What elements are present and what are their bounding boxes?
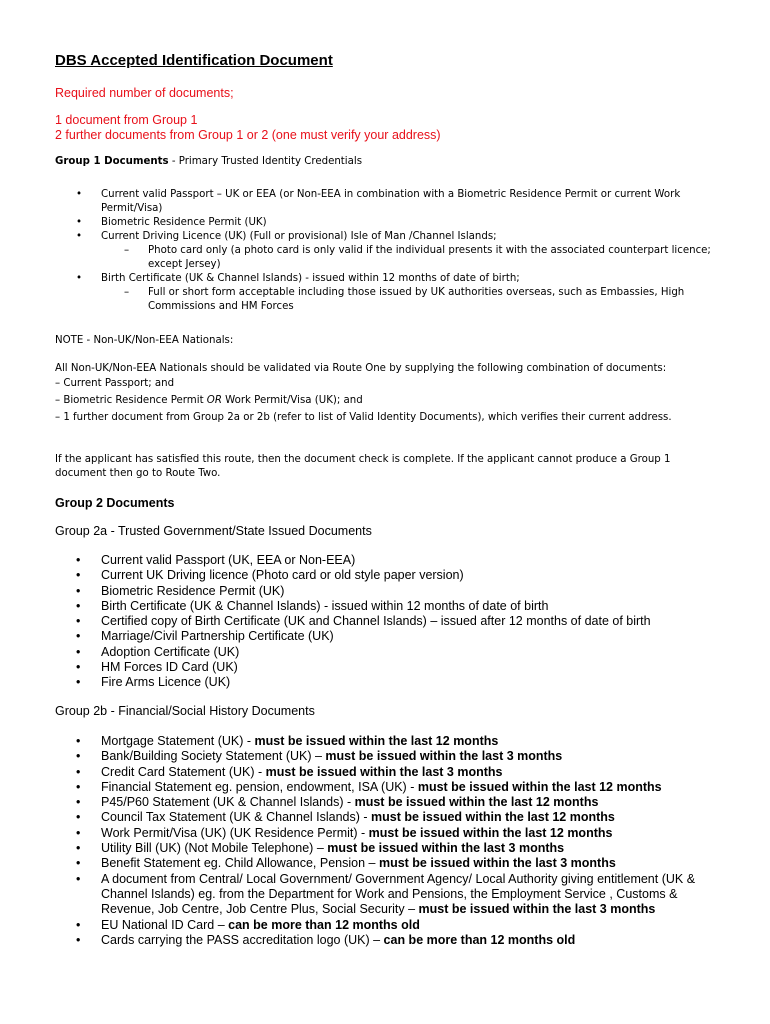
bullet-icon: • [76,189,83,200]
bullet-icon: • [76,795,81,810]
list-item-requirement: must be issued within the last 3 months [418,902,656,917]
list-item-text: Biometric Residence Permit (UK) [101,583,285,598]
note-intro: All Non-UK/Non-EEA Nationals should be validated via Route One by supplying the following combination of documents: [55,363,667,374]
bullet-icon: • [76,932,81,947]
required-line-1: 1 document from Group 1 [55,113,198,127]
list-item-text: Current valid Passport (UK, EEA or Non-EEA) [101,553,356,567]
list-item-text: P45/P60 Statement (UK & Channel Islands) - [101,795,355,810]
list-item-text: Current valid Passport – UK or EEA (or Non-EEA in combination with a Biometric Residence Permit or current Work Permit/Visa) [101,189,681,214]
list-item [55,216,715,230]
sub-item-text: Photo card only (a photo card is only valid if the individual presents it with the associated counterpart licence; except Jersey) [148,245,711,270]
list-item-text: Financial Statement eg. pension, endowment, ISA (UK) - [101,779,418,794]
list-item [55,553,715,568]
bullet-icon: • [76,675,81,690]
note-body [55,362,720,425]
list-item-requirement: must be issued within the last 12 months [417,779,662,794]
list-item [55,810,715,825]
list-item [55,872,715,918]
list-item-text: Council Tax Statement (UK & Channel Islands) - [101,810,372,825]
note-line-2-or: OR [206,395,222,406]
group1-list [55,188,715,314]
bullet-icon: • [76,629,81,644]
bullet-icon: • [76,810,81,825]
group1-heading-rest: - Primary Trusted Identity Credentials [168,156,363,167]
list-item-text: A document from Central/ Local Government/ Government Agency/ Local Authority giving entitlement (UK & Channel Islands) eg. from the Department for Work and Pensions, the Employment Service , Customs & Revenue, Job Centre, Job Centre Plus, Social Security – [101,871,696,917]
group2b-list [55,734,715,948]
list-item-requirement: must be issued within the last 12 months [371,810,615,825]
list-item-requirement: must be issued within the last 3 months [265,764,503,779]
bullet-icon: • [76,917,81,932]
list-item-requirement: must be issued within the last 3 months [327,841,565,856]
note-line-2 [55,394,720,408]
sub-item [101,286,715,314]
group1-heading [55,155,362,169]
list-item [55,660,715,675]
note-line-1: – Current Passport; and [55,378,175,389]
list-item-text: Certified copy of Birth Certificate (UK and Channel Islands) – issued after 12 months of date of birth [101,614,651,629]
bullet-icon: • [76,614,81,629]
note-line-3: – 1 further document from Group 2a or 2b (refer to list of Valid Identity Documents), which verifies their current address. [55,412,672,423]
list-item-text: Marriage/Civil Partnership Certificate (UK) [101,629,334,644]
list-item-text: Cards carrying the PASS accreditation logo (UK) – [101,932,384,947]
list-item [55,856,715,871]
group1-heading-bold: Group 1 Documents [55,156,169,167]
list-item [55,918,715,933]
list-item-requirement: must be issued within the last 3 months [325,749,563,764]
list-item [55,568,715,583]
list-item-requirement: can be more than 12 months old [383,932,576,947]
group2b-heading: Group 2b - Financial/Social History Documents [55,704,315,718]
required-heading: Required number of documents; [55,86,234,100]
list-item [55,230,715,272]
list-item-text: Birth Certificate (UK & Channel Islands) - issued within 12 months of date of birth; [101,273,520,284]
list-item-text: Adoption Certificate (UK) [101,644,240,659]
bullet-icon: • [76,568,81,583]
list-item-text: EU National ID Card – [101,917,229,932]
bullet-icon: • [76,856,81,871]
bullet-icon: • [76,734,81,748]
note-line-2b: Work Permit/Visa (UK); and [221,395,363,406]
bullet-icon: • [76,841,81,856]
bullet-icon: • [76,273,83,284]
list-item-requirement: must be issued within the last 12 months [254,734,499,748]
bullet-icon: • [76,871,81,886]
bullet-icon: • [76,764,81,779]
bullet-icon: • [76,231,83,242]
group2-heading: Group 2 Documents [55,496,175,510]
list-item [55,795,715,810]
list-item-text: Fire Arms Licence (UK) [101,675,231,690]
list-item [55,734,715,749]
list-item [55,645,715,660]
bullet-icon: • [76,749,81,764]
list-item [55,780,715,795]
bullet-icon: • [76,583,81,598]
bullet-icon: • [76,553,81,567]
list-item [55,188,715,216]
list-item [55,675,715,690]
route-text: If the applicant has satisfied this route, then the document check is complete. If the applicant cannot produce a Group 1 document then go to Route Two. [55,454,671,479]
list-item-text: Bank/Building Society Statement (UK) – [101,749,326,764]
bullet-icon: • [76,660,81,675]
list-item-text: HM Forces ID Card (UK) [101,660,238,675]
note-heading: NOTE - Non-UK/Non-EEA Nationals: [55,335,234,346]
list-item [55,826,715,841]
bullet-icon: • [76,598,81,613]
list-item-text: Birth Certificate (UK & Channel Islands) - issued within 12 months of date of birth [101,598,549,613]
list-item-requirement: must be issued within the last 12 months [354,795,599,810]
group2a-heading: Group 2a - Trusted Government/State Issued Documents [55,524,372,538]
bullet-icon: • [76,644,81,659]
list-item-text: Current UK Driving licence (Photo card or old style paper version) [101,568,464,583]
list-item [55,765,715,780]
list-item [55,749,715,764]
note-line-2a: – Biometric Residence Permit [55,395,207,406]
dash-icon: – [124,287,130,298]
bullet-icon: • [76,217,83,228]
document-title: DBS Accepted Identification Document [55,52,333,69]
dash-icon: – [124,245,130,256]
group2a-list [55,553,715,691]
sub-item [101,244,715,272]
list-item-text: Utility Bill (UK) (Not Mobile Telephone) – [101,841,328,856]
required-line-2: 2 further documents from Group 1 or 2 (one must verify your address) [55,128,441,142]
list-item-text: Mortgage Statement (UK) - [101,734,255,748]
list-item-text: Current Driving Licence (UK) (Full or provisional) Isle of Man /Channel Islands; [101,231,497,242]
list-item [55,614,715,629]
sub-item-text: Full or short form acceptable including those issued by UK authorities overseas, such as Embassies, High Commissions and HM Forces [148,287,685,312]
bullet-icon: • [76,825,81,840]
list-item [55,841,715,856]
list-item [55,933,715,948]
list-item-requirement: must be issued within the last 12 months [368,825,613,840]
list-item [55,599,715,614]
list-item-text: Benefit Statement eg. Child Allowance, Pension – [101,856,379,871]
list-item-requirement: can be more than 12 months old [228,917,420,932]
list-item [55,272,715,314]
list-item-text: Credit Card Statement (UK) - [101,764,266,779]
list-item-text: Biometric Residence Permit (UK) [101,217,267,228]
list-item [55,629,715,644]
bullet-icon: • [76,779,81,794]
list-item [55,584,715,599]
list-item-text: Work Permit/Visa (UK) (UK Residence Permit) - [101,825,369,840]
list-item-requirement: must be issued within the last 3 months [378,856,616,871]
